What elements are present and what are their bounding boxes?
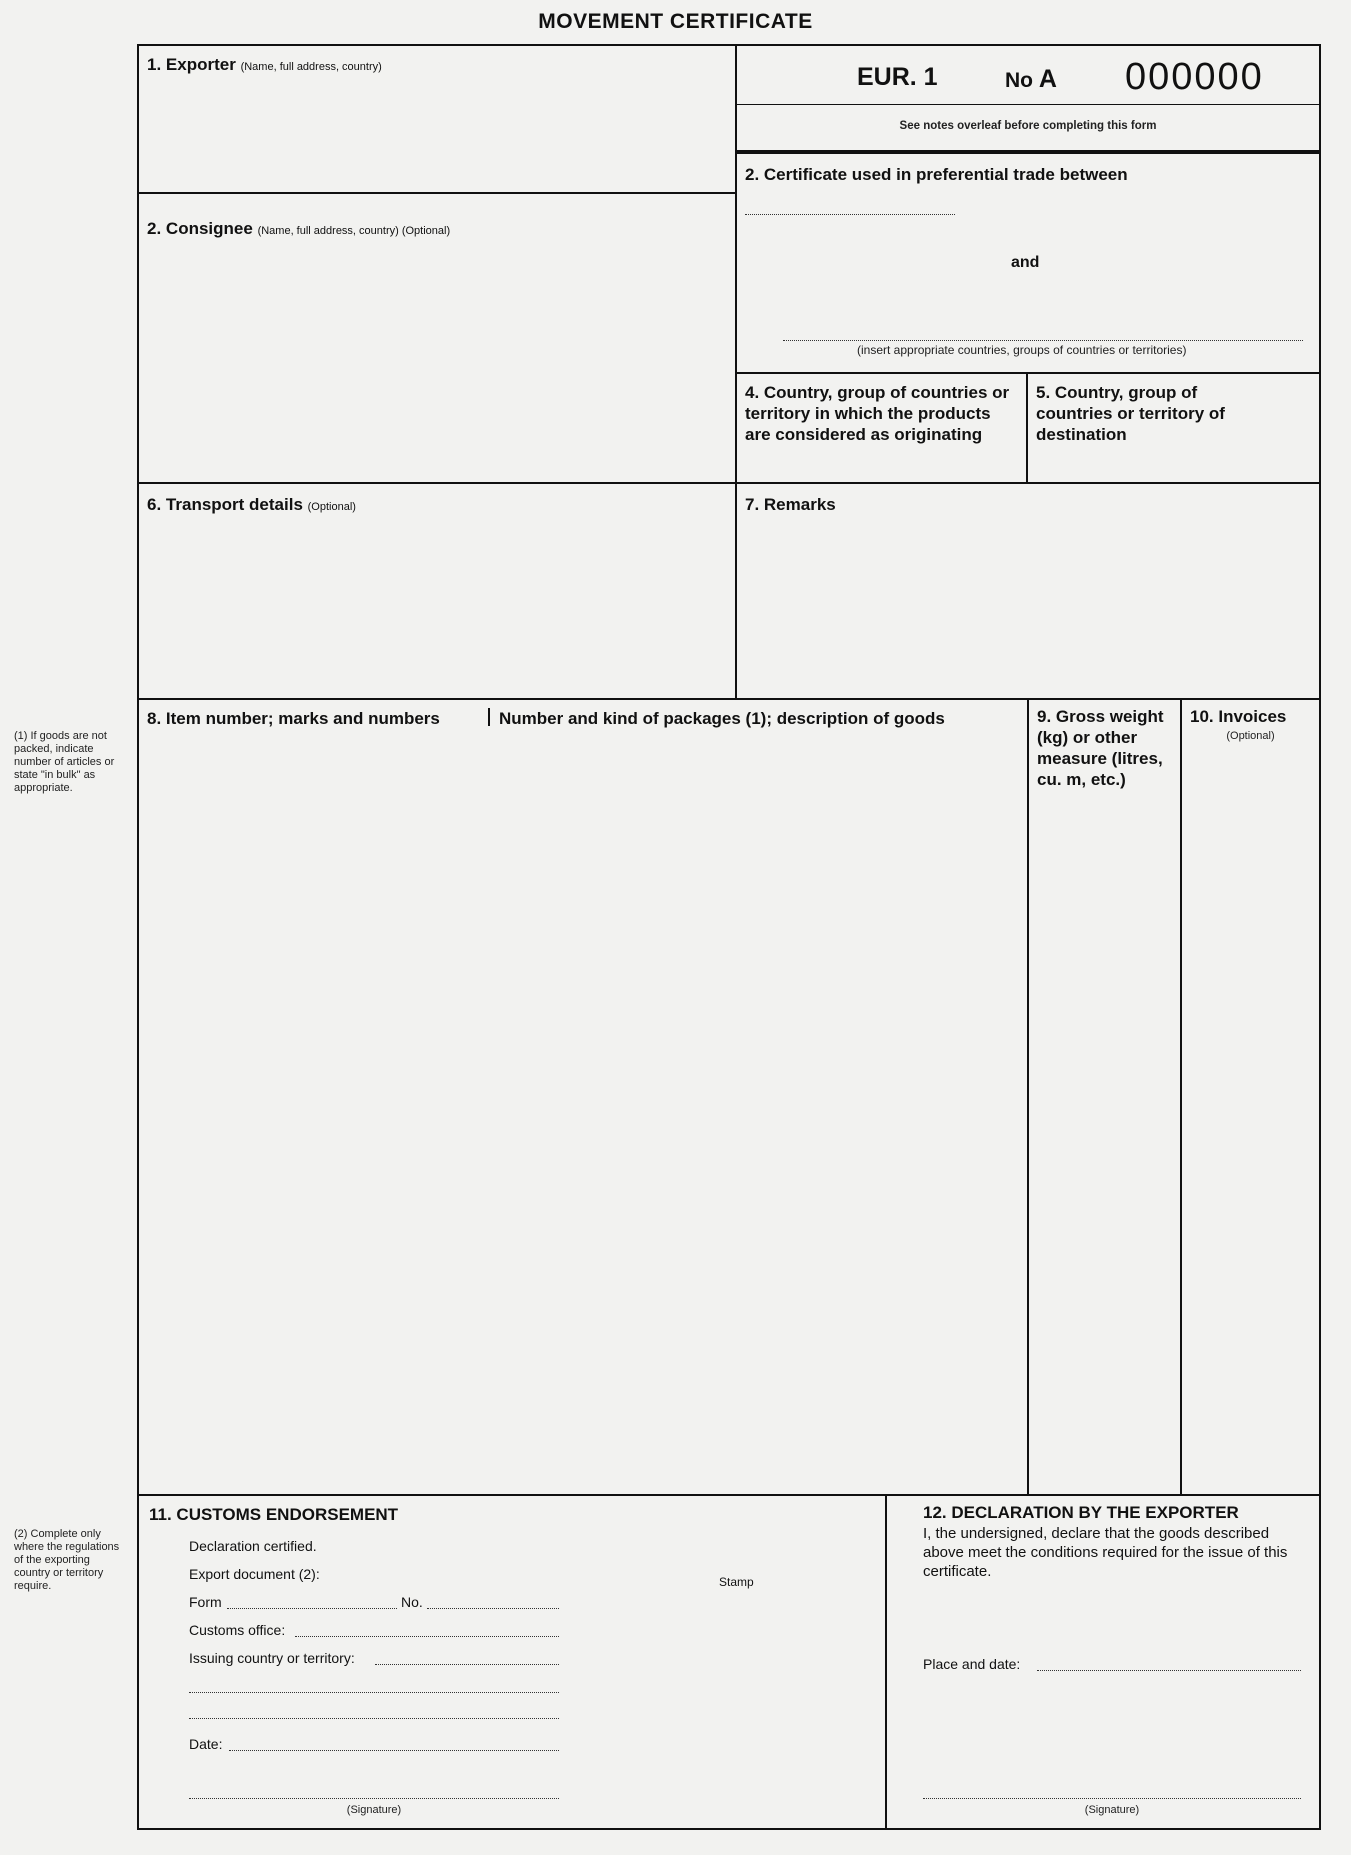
customs-endorsement-box[interactable] — [137, 1494, 887, 1830]
gross-weight-label: 9. Gross weight (kg) or other measure (litres, cu. m, etc.) — [1037, 707, 1164, 789]
exporter-signature-label: (Signature) — [1084, 1804, 1140, 1816]
eur1-header-box — [735, 44, 1321, 152]
exporter-hint: (Name, full address, country) — [240, 61, 382, 73]
exporter-declaration-text: I, the undersigned, declare that the goods described above meet the conditions required for the issue of this certificate. — [923, 1525, 1288, 1580]
transport-details-hint: (Optional) — [307, 501, 356, 513]
origin-country-box[interactable] — [735, 372, 1028, 484]
exporter-declaration-label: 12. DECLARATION BY THE EXPORTER — [923, 1503, 1239, 1522]
consignee-number: 2. — [147, 219, 162, 238]
invoices-label: 10. Invoices — [1190, 707, 1287, 726]
consignee-label: Consignee — [165, 219, 253, 238]
series-letter: A — [1038, 65, 1057, 93]
preferential-trade-label: 2. Certificate used in preferential trade between — [745, 165, 1128, 184]
export-document-label: Export document (2): — [189, 1566, 320, 1582]
side-note-export-regulations: (2) Complete only where the regulations of the exporting country or territory require. — [14, 1528, 120, 1592]
form-label: Form — [189, 1594, 222, 1610]
preferential-trade-box[interactable] — [735, 152, 1321, 374]
remarks-label: 7. Remarks — [745, 495, 836, 514]
insert-countries-note: (insert appropriate countries, groups of countries or territories) — [857, 343, 1187, 357]
goods-description-box[interactable] — [137, 698, 1029, 1496]
invoices-hint: (Optional) — [1226, 730, 1275, 742]
side-note-unpacked-goods: (1) If goods are not packed, indicate number of articles or state "in bulk" as appropriate. — [14, 730, 115, 794]
certificate-number: 000000 — [1125, 56, 1264, 98]
transport-details-number: 6. — [147, 495, 162, 514]
customs-office-label: Customs office: — [189, 1622, 286, 1638]
gross-weight-box[interactable] — [1027, 698, 1182, 1496]
eur1-label: EUR. 1 — [857, 63, 938, 91]
and-label: and — [1011, 254, 1040, 271]
place-and-date-label: Place and date: — [923, 1656, 1021, 1672]
consignee-box[interactable] — [137, 192, 737, 484]
exporter-declaration-box[interactable] — [885, 1494, 1321, 1830]
packages-description-label: Number and kind of packages (1); description of goods — [499, 709, 945, 728]
customs-endorsement-label: 11. CUSTOMS ENDORSEMENT — [149, 1505, 399, 1524]
see-notes-text: See notes overleaf before completing this form — [899, 120, 1157, 132]
stamp-label: Stamp — [719, 1575, 754, 1589]
page-title: MOVEMENT CERTIFICATE — [538, 10, 813, 33]
transport-details-label: Transport details — [165, 495, 303, 514]
customs-signature-label: (Signature) — [346, 1804, 402, 1816]
issuing-country-label: Issuing country or territory: — [189, 1650, 355, 1666]
remarks-box[interactable] — [735, 482, 1321, 700]
declaration-certified-text: Declaration certified. — [189, 1538, 317, 1554]
item-number-label: 8. Item number; marks and numbers — [147, 709, 440, 728]
destination-country-box[interactable] — [1026, 372, 1321, 484]
transport-details-box[interactable] — [137, 482, 737, 700]
form-number-label: No. — [401, 1594, 423, 1610]
consignee-hint: (Name, full address, country) (Optional) — [257, 225, 451, 237]
origin-country-label: 4. Country, group of countries or territory in which the products are considered as originating — [745, 383, 1010, 444]
invoices-box[interactable] — [1180, 698, 1321, 1496]
no-label: No — [1005, 69, 1033, 92]
exporter-number: 1. — [147, 55, 162, 74]
exporter-label: Exporter — [165, 55, 236, 74]
destination-country-label: 5. Country, group of countries or territory of destination — [1036, 383, 1225, 444]
customs-date-label: Date: — [189, 1736, 223, 1752]
exporter-box[interactable] — [137, 44, 737, 194]
